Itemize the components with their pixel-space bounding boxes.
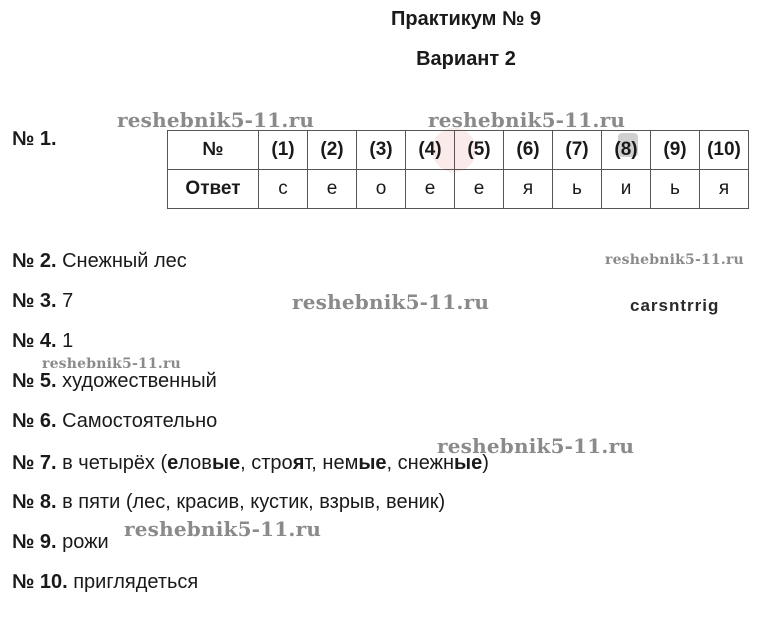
table-col-2: (2)	[308, 131, 357, 170]
task-8-label: № 8.	[12, 491, 57, 513]
task-9	[12, 531, 109, 554]
text-part: лов	[178, 452, 212, 474]
table-col-5: (5)	[455, 131, 504, 170]
task-4-answer: 1	[62, 330, 74, 352]
task-10-label: № 10.	[12, 571, 68, 593]
highlighted-letter: ы	[211, 452, 230, 474]
table-answer-3: о	[357, 170, 406, 209]
table-answer-2: е	[308, 170, 357, 209]
highlighted-letter: е	[167, 452, 179, 474]
table-answer-10: я	[700, 170, 749, 209]
answer-table	[167, 130, 749, 209]
watermark: reshebnik5-11.ru	[117, 108, 315, 132]
task-9-label: № 9.	[12, 531, 57, 553]
task-2	[12, 250, 187, 273]
highlighted-letter: е	[229, 452, 241, 474]
task-4	[12, 330, 73, 353]
page-title: Практикум № 9	[390, 8, 541, 30]
task-2-answer: Снежный лес	[62, 250, 187, 272]
watermark: reshebnik5-11.ru	[292, 290, 490, 314]
watermark: reshebnik5-11.ru	[605, 252, 744, 268]
watermark: reshebnik5-11.ru	[42, 356, 181, 372]
table-answer-9: ь	[651, 170, 700, 209]
task-6	[12, 410, 217, 433]
task-5-answer: художественный	[62, 370, 217, 392]
task-10	[12, 571, 198, 594]
task-3-answer: 7	[62, 290, 74, 312]
stray-text: carsntrrig	[630, 296, 720, 315]
watermark: reshebnik5-11.ru	[124, 517, 322, 541]
table-col-3: (3)	[357, 131, 406, 170]
task-6-answer: Самостоятельно	[62, 410, 218, 432]
table-col-8: (8)	[602, 131, 651, 170]
table-answer-4: е	[406, 170, 455, 209]
task-5	[12, 370, 217, 393]
table-answer-label: Ответ	[168, 170, 259, 209]
text-part: т, нем	[304, 452, 359, 474]
task-6-label: № 6.	[12, 410, 57, 432]
task-2-label: № 2.	[12, 250, 57, 272]
table-col-10: (10)	[700, 131, 749, 170]
watermark: reshebnik5-11.ru	[428, 108, 626, 132]
highlighted-letter: я	[292, 452, 305, 474]
table-col-4: (4)	[406, 131, 455, 170]
task-5-label: № 5.	[12, 370, 57, 392]
table-answer-1: с	[259, 170, 308, 209]
highlighted-letter: ые	[358, 452, 387, 474]
task-3	[12, 290, 73, 313]
task-7-label: № 7.	[12, 452, 57, 474]
text-part: , снежн	[386, 452, 455, 474]
task-1	[12, 128, 57, 151]
table-answer-8: и	[602, 170, 651, 209]
table-col-6: (6)	[504, 131, 553, 170]
table-answer-6: я	[504, 170, 553, 209]
task-3-label: № 3.	[12, 290, 57, 312]
table-header-row	[168, 131, 749, 170]
text-part: в четырёх (	[62, 452, 168, 474]
task-7-answer	[62, 452, 489, 474]
table-answer-row	[168, 170, 749, 209]
table-header-label: №	[168, 131, 259, 170]
text-part: )	[482, 452, 489, 474]
page-subtitle: Вариант 2	[416, 48, 516, 70]
task-8-answer: в пяти (лес, красив, кустик, взрыв, веник)	[62, 491, 446, 513]
task-10-answer: приглядеться	[73, 571, 199, 593]
table-col-7: (7)	[553, 131, 602, 170]
task-4-label: № 4.	[12, 330, 57, 352]
table-answer-5: е	[455, 170, 504, 209]
table-col-1: (1)	[259, 131, 308, 170]
watermark: reshebnik5-11.ru	[437, 434, 635, 458]
task-1-label: № 1.	[12, 128, 57, 150]
text-part: , стро	[240, 452, 293, 474]
task-7	[12, 452, 489, 475]
task-8	[12, 491, 445, 514]
task-9-answer: рожи	[62, 531, 109, 553]
table-col-9: (9)	[651, 131, 700, 170]
table-answer-7: ь	[553, 170, 602, 209]
highlighted-letter: ые	[454, 452, 483, 474]
